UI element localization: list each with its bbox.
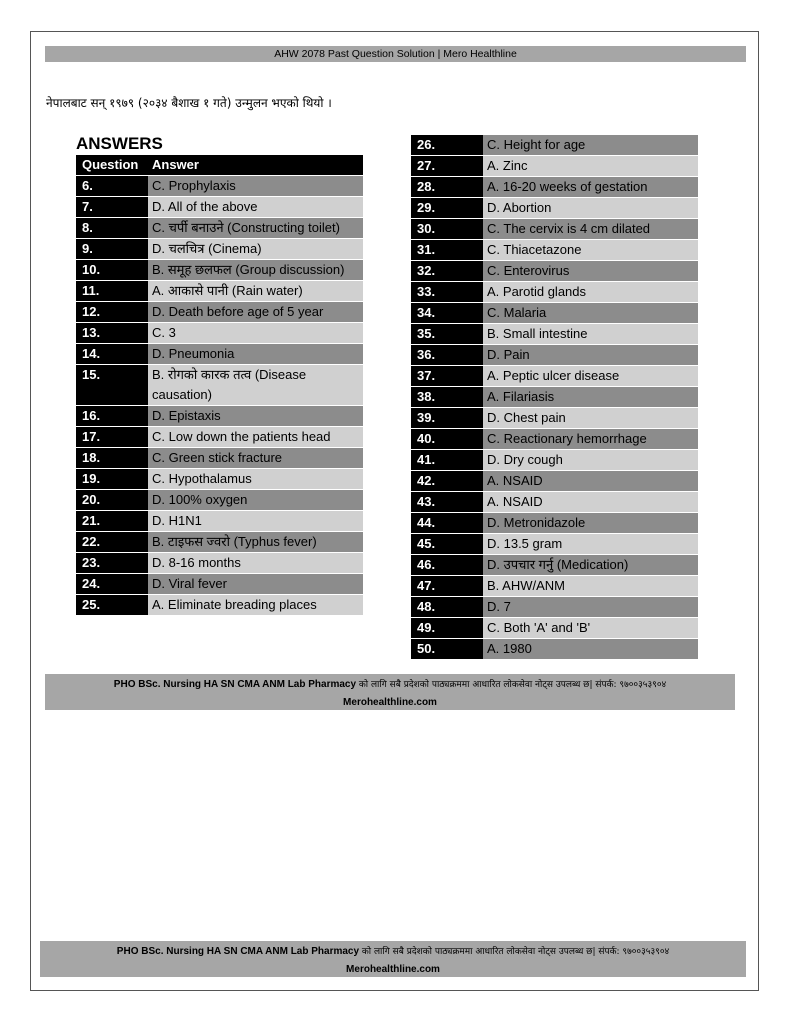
answer-text: C. Enterovirus: [483, 261, 698, 282]
question-number: 37.: [411, 366, 483, 387]
question-number: 22.: [76, 532, 148, 553]
question-number: 15.: [76, 365, 148, 406]
question-number: 16.: [76, 406, 148, 427]
answer-text: D. Death before age of 5 year: [148, 302, 363, 323]
question-number: 50.: [411, 639, 483, 660]
answer-text: A. 16-20 weeks of gestation: [483, 177, 698, 198]
answer-text: C. Both 'A' and 'B': [483, 618, 698, 639]
answer-row: [411, 492, 698, 513]
answer-row: [411, 240, 698, 261]
answer-text: C. चर्पी बनाउने (Constructing toilet): [148, 218, 363, 239]
answer-text: D. Pain: [483, 345, 698, 366]
answer-text: B. टाइफस ज्वरो (Typhus fever): [148, 532, 363, 553]
question-number: 44.: [411, 513, 483, 534]
answer-row: [411, 261, 698, 282]
answers-table-left: [76, 155, 363, 616]
intro-text: नेपालबाट सन् १९७९ (२०३४ बैशाख १ गते) उन्मुलन भएको थियो ।: [46, 96, 332, 110]
question-number: 26.: [411, 135, 483, 156]
header-bar: [45, 46, 746, 62]
answer-row: [76, 176, 363, 197]
answer-text: D. H1N1: [148, 511, 363, 532]
answer-row: [411, 135, 698, 156]
answer-row: [76, 532, 363, 553]
answer-text: D. Abortion: [483, 198, 698, 219]
answer-text: A. Parotid glands: [483, 282, 698, 303]
question-number: 19.: [76, 469, 148, 490]
question-number: 49.: [411, 618, 483, 639]
answer-row: [411, 177, 698, 198]
answer-row: [76, 302, 363, 323]
question-number: 39.: [411, 408, 483, 429]
answer-row: [411, 345, 698, 366]
answer-row: [76, 344, 363, 365]
question-number: 11.: [76, 281, 148, 302]
answer-text: [483, 660, 698, 661]
question-number: 21.: [76, 511, 148, 532]
answers-table-right: [411, 135, 698, 661]
answer-text: A. NSAID: [483, 492, 698, 513]
answer-row: [411, 618, 698, 639]
answer-text: C. Reactionary hemorrhage: [483, 429, 698, 450]
answer-text: D. Chest pain: [483, 408, 698, 429]
question-number: 40.: [411, 429, 483, 450]
answer-row: [411, 471, 698, 492]
question-number: 14.: [76, 344, 148, 365]
answer-text: A. Peptic ulcer disease: [483, 366, 698, 387]
footer-banner-bottom: [40, 941, 746, 977]
answer-row: [76, 448, 363, 469]
answer-row: [411, 660, 698, 661]
answer-row: [76, 281, 363, 302]
question-number: 8.: [76, 218, 148, 239]
answer-row: [411, 597, 698, 618]
answer-text: A. आकासे पानी (Rain water): [148, 281, 363, 302]
question-number: 48.: [411, 597, 483, 618]
question-number: 33.: [411, 282, 483, 303]
answer-row: [411, 303, 698, 324]
footer-nepali-note: को लागि सबै प्रदेशको पाठ्यक्रममा आधारित लोकसेवा नोट्स उपलब्ध छ| संपर्क: ९७००३५३९०४: [361, 947, 670, 957]
answer-text: D. चलचित्र (Cinema): [148, 239, 363, 260]
answer-row: [411, 198, 698, 219]
answer-row: [76, 511, 363, 532]
answer-row: [411, 324, 698, 345]
answer-text: B. समूह छलफल (Group discussion): [148, 260, 363, 281]
answer-text: D. Dry cough: [483, 450, 698, 471]
question-number: 13.: [76, 323, 148, 344]
answer-row: [76, 469, 363, 490]
answer-text: D. उपचार गर्नु (Medication): [483, 555, 698, 576]
answer-row: [76, 427, 363, 448]
question-number: 29.: [411, 198, 483, 219]
question-number: 45.: [411, 534, 483, 555]
answer-row: [411, 282, 698, 303]
answer-row: [411, 639, 698, 660]
header-title: AHW 2078 Past Question Solution | Mero Healthline: [274, 48, 517, 60]
answer-row: [411, 387, 698, 408]
answer-row: [76, 553, 363, 574]
answer-text: C. Thiacetazone: [483, 240, 698, 261]
question-number: 38.: [411, 387, 483, 408]
answer-text: A. Eliminate breading places: [148, 595, 363, 616]
answer-row: [411, 534, 698, 555]
answer-text: C. Malaria: [483, 303, 698, 324]
answer-text: B. रोगको कारक तत्व (Disease causation): [148, 365, 363, 406]
table-header-row: [76, 155, 363, 176]
answer-text: D. Pneumonia: [148, 344, 363, 365]
answer-row: [76, 490, 363, 511]
answer-text: C. Hypothalamus: [148, 469, 363, 490]
question-number: 42.: [411, 471, 483, 492]
answer-row: [411, 450, 698, 471]
question-number: 7.: [76, 197, 148, 218]
question-number: 36.: [411, 345, 483, 366]
answer-text: A. Filariasis: [483, 387, 698, 408]
answer-text: D. Epistaxis: [148, 406, 363, 427]
answer-text: B. AHW/ANM: [483, 576, 698, 597]
answer-row: [411, 576, 698, 597]
question-number: 18.: [76, 448, 148, 469]
answer-row: [76, 406, 363, 427]
answer-row: [76, 574, 363, 595]
answer-text: D. Viral fever: [148, 574, 363, 595]
answer-row: [411, 219, 698, 240]
answer-row: [411, 408, 698, 429]
answer-row: [76, 218, 363, 239]
answer-text: D. Metronidazole: [483, 513, 698, 534]
answer-text: A. NSAID: [483, 471, 698, 492]
footer-banner-middle: [45, 674, 735, 710]
question-number: 10.: [76, 260, 148, 281]
question-number: [411, 660, 483, 661]
answer-row: [76, 260, 363, 281]
question-number: 25.: [76, 595, 148, 616]
column-header-question: Question: [76, 155, 148, 176]
answer-text: C. The cervix is 4 cm dilated: [483, 219, 698, 240]
answers-title: ANSWERS: [76, 134, 163, 153]
question-number: 35.: [411, 324, 483, 345]
answer-text: C. Green stick fracture: [148, 448, 363, 469]
question-number: 46.: [411, 555, 483, 576]
column-header-answer: Answer: [148, 155, 363, 176]
answer-text: D. 100% oxygen: [148, 490, 363, 511]
answer-text: C. 3: [148, 323, 363, 344]
question-number: 41.: [411, 450, 483, 471]
footer-nepali-note: को लागि सबै प्रदेशको पाठ्यक्रममा आधारित लोकसेवा नोट्स उपलब्ध छ| संपर्क: ९७००३५३९०४: [358, 680, 667, 690]
answer-text: D. All of the above: [148, 197, 363, 218]
answer-text: C. Height for age: [483, 135, 698, 156]
question-number: 47.: [411, 576, 483, 597]
question-number: 34.: [411, 303, 483, 324]
answer-row: [76, 197, 363, 218]
answer-row: [76, 239, 363, 260]
question-number: 6.: [76, 176, 148, 197]
question-number: 24.: [76, 574, 148, 595]
answer-text: D. 13.5 gram: [483, 534, 698, 555]
question-number: 32.: [411, 261, 483, 282]
footer-website: Merohealthline.com: [343, 697, 437, 708]
question-number: 9.: [76, 239, 148, 260]
answer-row: [76, 323, 363, 344]
answer-row: [76, 365, 363, 406]
answer-row: [411, 366, 698, 387]
answer-text: A. 1980: [483, 639, 698, 660]
answer-text: D. 7: [483, 597, 698, 618]
answer-row: [411, 513, 698, 534]
answer-text: B. Small intestine: [483, 324, 698, 345]
question-number: 28.: [411, 177, 483, 198]
footer-courses: PHO BSc. Nursing HA SN CMA ANM Lab Pharmacy: [116, 946, 360, 957]
footer-courses: PHO BSc. Nursing HA SN CMA ANM Lab Pharmacy: [113, 679, 357, 690]
question-number: 23.: [76, 553, 148, 574]
question-number: 30.: [411, 219, 483, 240]
footer-website: Merohealthline.com: [346, 964, 440, 975]
answer-row: [76, 595, 363, 616]
answer-text: C. Low down the patients head: [148, 427, 363, 448]
question-number: 27.: [411, 156, 483, 177]
question-number: 17.: [76, 427, 148, 448]
question-number: 43.: [411, 492, 483, 513]
question-number: 12.: [76, 302, 148, 323]
answer-text: C. Prophylaxis: [148, 176, 363, 197]
question-number: 20.: [76, 490, 148, 511]
answer-row: [411, 156, 698, 177]
answer-row: [411, 429, 698, 450]
question-number: 31.: [411, 240, 483, 261]
answer-row: [411, 555, 698, 576]
answer-text: A. Zinc: [483, 156, 698, 177]
answer-text: D. 8-16 months: [148, 553, 363, 574]
